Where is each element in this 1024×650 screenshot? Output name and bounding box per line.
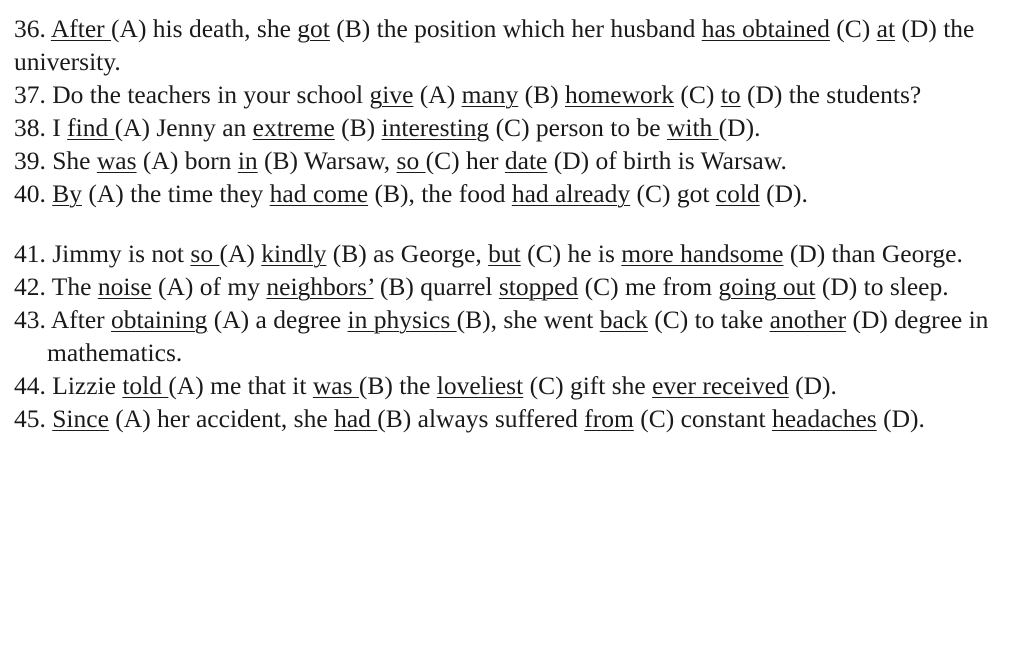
underlined-option-text: date xyxy=(504,146,548,175)
underlined-option-text: so xyxy=(190,239,220,268)
question-42 xyxy=(14,270,1016,303)
question-text: (D). xyxy=(759,179,808,208)
question-text: 36. xyxy=(14,14,51,43)
underlined-option-text: so xyxy=(396,146,426,175)
question-41 xyxy=(14,237,1016,270)
question-text: 40. xyxy=(14,179,53,208)
underlined-option-text: homework xyxy=(564,80,675,109)
question-text: (D). xyxy=(788,371,837,400)
question-text: 42. The xyxy=(14,272,98,301)
underlined-option-text: interesting xyxy=(381,113,490,142)
question-text: 41. Jimmy is not xyxy=(14,239,191,268)
underlined-option-text: obtaining xyxy=(111,305,208,334)
question-text: (B) as George, xyxy=(326,239,489,268)
underlined-option-text: extreme xyxy=(252,113,335,142)
question-text: (C) to take xyxy=(647,305,770,334)
question-text: (A) his death, she xyxy=(111,14,298,43)
question-text: (B), the food xyxy=(368,179,512,208)
underlined-option-text: to xyxy=(720,80,741,109)
question-text: (A) Jenny an xyxy=(114,113,253,142)
underlined-option-text: in xyxy=(237,146,258,175)
question-text: (B), she went xyxy=(456,305,600,334)
question-text: (B) quarrel xyxy=(373,272,499,301)
underlined-option-text: in physics xyxy=(347,305,457,334)
question-39 xyxy=(14,144,1016,177)
question-text: (B) Warsaw, xyxy=(257,146,397,175)
question-text: (A) xyxy=(219,239,262,268)
underlined-option-text: give xyxy=(369,80,414,109)
underlined-option-text: had xyxy=(334,404,378,433)
underlined-option-text: has obtained xyxy=(701,14,830,43)
question-text: (A) the time they xyxy=(82,179,270,208)
underlined-option-text: but xyxy=(488,239,521,268)
question-text: (C) her xyxy=(425,146,505,175)
question-text: (A) me that it xyxy=(168,371,313,400)
question-37 xyxy=(14,78,1016,111)
underlined-option-text: with xyxy=(666,113,719,142)
question-36 xyxy=(14,12,1016,78)
underlined-option-text: loveliest xyxy=(436,371,524,400)
question-44 xyxy=(14,369,1016,402)
question-38 xyxy=(14,111,1016,144)
question-text: (C) gift she xyxy=(523,371,653,400)
question-text: (D) than George. xyxy=(783,239,963,268)
underlined-option-text: another xyxy=(769,305,847,334)
underlined-option-text: had already xyxy=(511,179,631,208)
question-45 xyxy=(14,402,1016,435)
underlined-option-text: from xyxy=(584,404,634,433)
underlined-option-text: Since xyxy=(52,404,109,433)
underlined-option-text: noise xyxy=(97,272,152,301)
underlined-option-text: find xyxy=(67,113,115,142)
underlined-option-text: going out xyxy=(718,272,816,301)
question-text: (B) the xyxy=(358,371,437,400)
question-43 xyxy=(14,303,1016,369)
exercise-document xyxy=(14,12,1016,435)
question-text: (A) a degree xyxy=(207,305,348,334)
underlined-option-text: told xyxy=(122,371,169,400)
question-text: 45. xyxy=(14,404,53,433)
question-text: (B) xyxy=(334,113,382,142)
underlined-option-text: at xyxy=(876,14,896,43)
question-text: (C) xyxy=(674,80,721,109)
question-text: 43. After xyxy=(14,305,112,334)
question-text: (D) degree in mathematics. xyxy=(47,305,989,367)
question-text: (D). xyxy=(718,113,761,142)
underlined-option-text: By xyxy=(52,179,83,208)
question-text: 37. Do the teachers in your school xyxy=(14,80,370,109)
underlined-option-text: stopped xyxy=(498,272,579,301)
question-text: (B) xyxy=(518,80,565,109)
underlined-option-text: many xyxy=(461,80,519,109)
question-text: (C) constant xyxy=(633,404,772,433)
underlined-option-text: was xyxy=(96,146,137,175)
underlined-option-text: was xyxy=(312,371,359,400)
question-text: 38. I xyxy=(14,113,68,142)
question-text: (B) always suffered xyxy=(377,404,585,433)
question-text: (D). xyxy=(876,404,925,433)
underlined-option-text: had come xyxy=(269,179,369,208)
underlined-option-text: back xyxy=(599,305,648,334)
question-text: (D) to sleep. xyxy=(815,272,949,301)
question-text: (A) xyxy=(413,80,462,109)
question-text: (D) the students? xyxy=(740,80,922,109)
underlined-option-text: got xyxy=(297,14,330,43)
question-text: (D) of birth is Warsaw. xyxy=(547,146,787,175)
question-text: (C) me from xyxy=(578,272,719,301)
question-text: (C) xyxy=(829,14,877,43)
underlined-option-text: kindly xyxy=(261,239,327,268)
question-text: 44. Lizzie xyxy=(14,371,123,400)
question-text: 39. She xyxy=(14,146,97,175)
question-text: (C) person to be xyxy=(489,113,667,142)
question-text: (A) of my xyxy=(151,272,267,301)
underlined-option-text: ever received xyxy=(652,371,789,400)
question-text: (D) the university. xyxy=(14,14,975,76)
question-40 xyxy=(14,177,1016,210)
question-text: (C) he is xyxy=(520,239,622,268)
underlined-option-text: more handsome xyxy=(621,239,784,268)
underlined-option-text: headaches xyxy=(771,404,877,433)
underlined-option-text: cold xyxy=(715,179,760,208)
question-text: (A) her accident, she xyxy=(108,404,335,433)
underlined-option-text: neighbors’ xyxy=(266,272,374,301)
question-text: (C) got xyxy=(630,179,716,208)
question-text: (A) born xyxy=(136,146,238,175)
question-text: (B) the position which her husband xyxy=(329,14,702,43)
underlined-option-text: After xyxy=(50,14,112,43)
